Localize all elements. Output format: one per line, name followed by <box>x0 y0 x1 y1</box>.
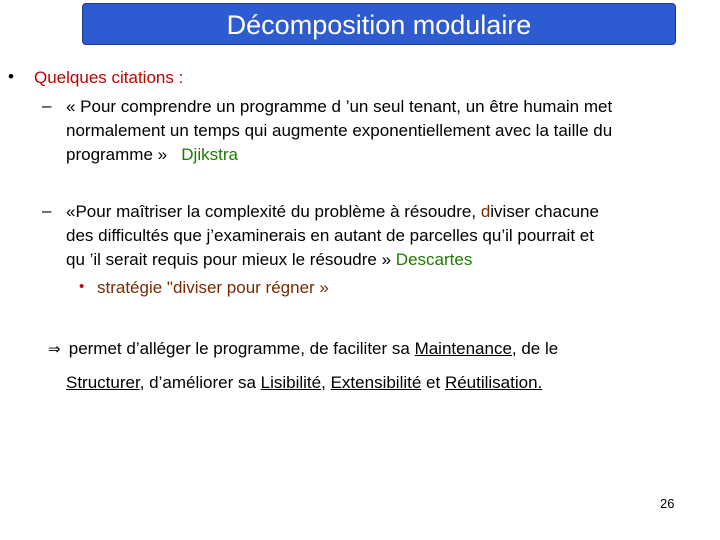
dash-marker: – <box>42 201 52 220</box>
bullet-marker: • <box>8 67 14 86</box>
comma: , <box>321 373 326 392</box>
conclusion-line1 <box>48 338 558 361</box>
quote1-author: Djikstra <box>181 145 238 164</box>
quote2-line1 <box>66 201 599 223</box>
lisibilite-term: Lisibilité <box>260 373 322 392</box>
sub-bullet-marker: • <box>79 278 85 295</box>
bullet-citations: Quelques citations : <box>34 68 184 87</box>
conclusion-line2 <box>66 372 542 394</box>
conclusion-text-b: , de le <box>511 339 559 358</box>
and-word: et <box>421 373 445 392</box>
page-number: 26 <box>660 496 675 511</box>
slide-title: Décomposition modulaire <box>82 3 676 45</box>
conclusion-text-c: , d’améliorer sa <box>139 373 261 392</box>
dash-marker: – <box>42 96 52 115</box>
maintenance-term: Maintenance <box>414 339 512 358</box>
quote2-line3-text: qu ’il serait requis pour mieux le résoudre » <box>66 250 392 269</box>
quote2-line2: des difficultés que j’examinerais en autant de parcelles qu’il pourrait et <box>66 226 594 245</box>
quote2-author: Descartes <box>395 250 473 269</box>
reutilisation-term: Réutilisation. <box>444 373 543 392</box>
quote1-line1: « Pour comprendre un programme d ’un seul tenant, un être humain met <box>66 97 613 116</box>
conclusion-text-a: permet d’alléger le programme, de faciliter sa <box>68 339 415 358</box>
quote1-line3-text: programme » <box>66 145 168 164</box>
strategy-line: stratégie "diviser pour régner » <box>97 278 329 297</box>
quote1-line2: normalement un temps qui augmente exponentiellement avec la taille du <box>66 121 613 140</box>
extensibilite-term: Extensibilité <box>330 373 422 392</box>
quote2-line1-d: d <box>480 202 491 221</box>
arrow-icon: ⇒ <box>48 341 61 358</box>
quote2-line1-b: iviser chacune <box>490 202 599 221</box>
quote1-line3 <box>66 144 238 166</box>
quote2-line1-a: «Pour maîtriser la complexité du problème à résoudre, <box>66 202 481 221</box>
structurer-term: Structurer <box>66 373 140 392</box>
quote2-line3 <box>66 249 472 271</box>
